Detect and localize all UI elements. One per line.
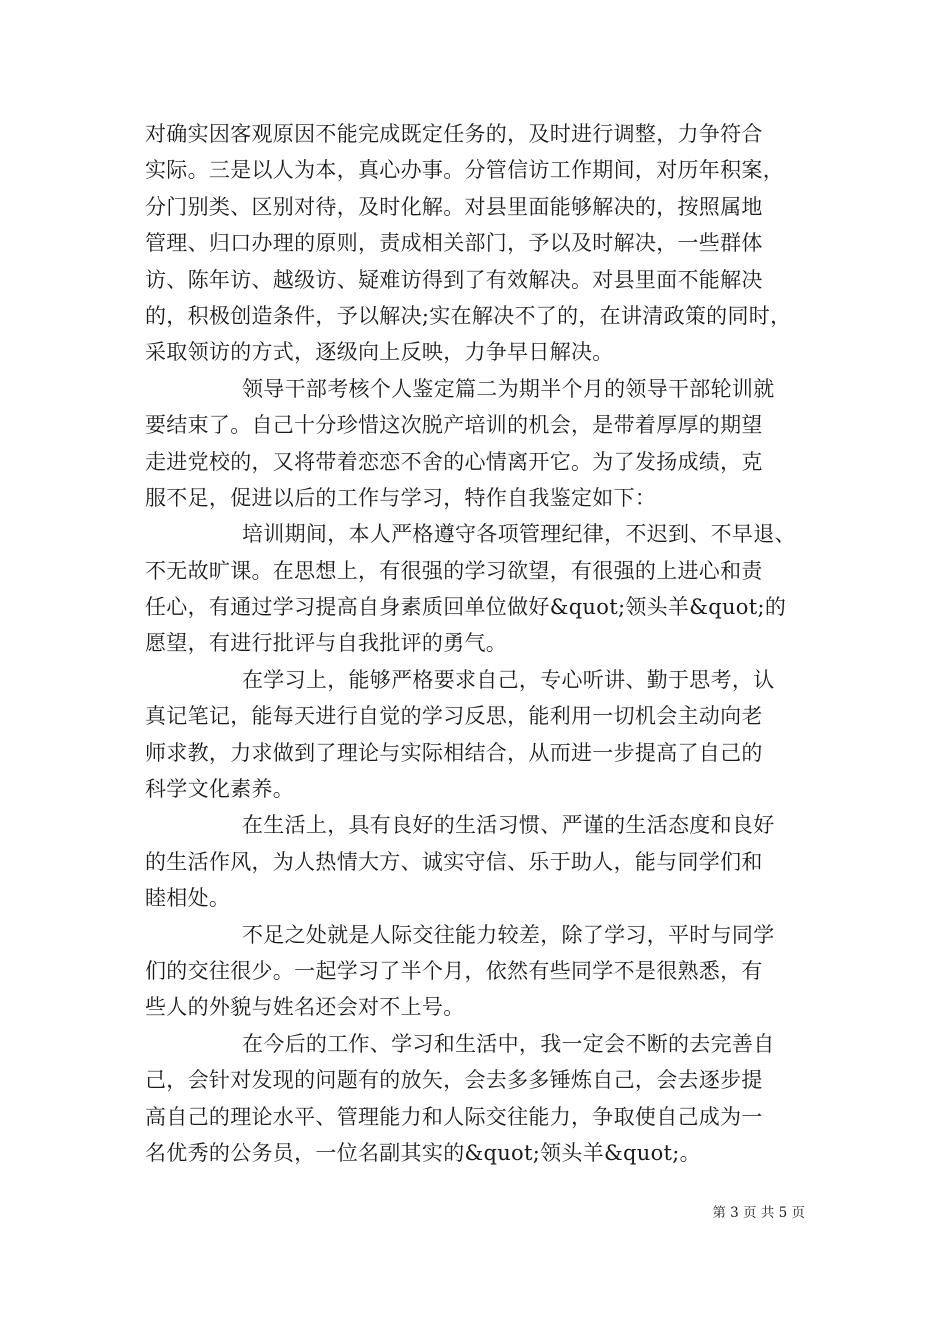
text-line: 在今后的工作、学习和生活中，我一定会不断的去完善自 — [242, 1031, 775, 1056]
paragraph — [145, 807, 810, 916]
text-line: 愿望，有进行批评与自我批评的勇气。 — [145, 631, 508, 656]
paragraph — [145, 516, 810, 662]
paragraph — [145, 116, 810, 371]
text-line: 对确实因客观原因不能完成既定任务的，及时进行调整，力争符合 — [145, 122, 763, 146]
text-line: 在生活上，具有良好的生活习惯、严谨的生活态度和良好 — [242, 813, 775, 838]
text-line: 实际。三是以人为本，真心办事。分管信访工作期间，对历年积案， — [145, 158, 784, 183]
text-line: 名优秀的公务员，一位名副其实的&quot;领头羊&quot;。 — [145, 1140, 701, 1165]
body-text — [145, 116, 810, 1171]
text-line: 的生活作风，为人热情大方、诚实守信、乐于助人，能与同学们和 — [145, 849, 763, 874]
text-line: 走进党校的，又将带着恋恋不舍的心情离开它。为了发扬成绩，克 — [145, 449, 763, 474]
text-line: 培训期间，本人严格遵守各项管理纪律，不迟到、不早退、 — [242, 522, 796, 547]
text-line: 任心，有通过学习提高自身素质回单位做好&quot;领头羊&quot;的 — [145, 595, 787, 620]
paragraph — [145, 662, 810, 808]
text-line: 不足之处就是人际交往能力较差，除了学习，平时与同学 — [242, 922, 775, 947]
text-line: 不无故旷课。在思想上，有很强的学习欲望，有很强的上进心和责 — [145, 558, 763, 583]
paragraph — [145, 917, 810, 1026]
text-line: 在学习上，能够严格要求自己，专心听讲、勤于思考，认 — [242, 667, 775, 692]
text-line: 访、陈年访、越级访、疑难访得到了有效解决。对县里面不能解决 — [145, 267, 763, 292]
text-line: 睦相处。 — [145, 886, 231, 911]
text-line: 领导干部考核个人鉴定篇二为期半个月的领导干部轮训就 — [242, 376, 775, 401]
text-line: 管理、归口办理的原则，责成相关部门，予以及时解决，一些群体 — [145, 231, 763, 256]
paragraph — [145, 371, 810, 517]
text-line: 的，积极创造条件，予以解决;实在解决不了的，在讲清政策的同时， — [145, 303, 792, 328]
text-line: 分门别类、区别对待，及时化解。对县里面能够解决的，按照属地 — [145, 194, 763, 219]
paragraph — [145, 1026, 810, 1172]
text-line: 科学文化素养。 — [145, 777, 295, 802]
text-line: 些人的外貌与姓名还会对不上号。 — [145, 995, 465, 1020]
text-line: 师求教，力求做到了理论与实际相结合，从而进一步提高了自己的 — [145, 740, 763, 765]
text-line: 高自己的理论水平、管理能力和人际交往能力，争取使自己成为一 — [145, 1104, 763, 1129]
page-number-footer: 第 3 页 共 5 页 — [712, 1205, 805, 1221]
text-line: 己，会针对发现的问题有的放矢，会去多多锤炼自己，会去逐步提 — [145, 1068, 763, 1093]
text-line: 服不足，促进以后的工作与学习，特作自我鉴定如下： — [145, 485, 657, 510]
text-line: 真记笔记，能每天进行自觉的学习反思，能利用一切机会主动向老 — [145, 704, 763, 729]
text-line: 们的交往很少。一起学习了半个月，依然有些同学不是很熟悉，有 — [145, 958, 763, 983]
text-line: 要结束了。自己十分珍惜这次脱产培训的机会，是带着厚厚的期望 — [145, 413, 763, 438]
text-line: 采取领访的方式，逐级向上反映，力争早日解决。 — [145, 340, 614, 365]
